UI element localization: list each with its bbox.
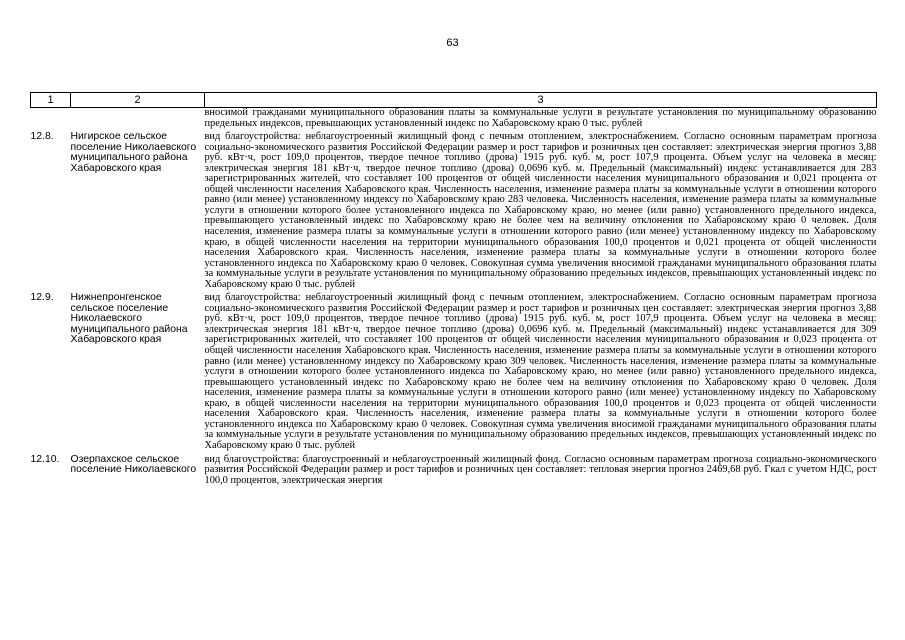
row-number: 12.10. [30, 453, 60, 465]
municipality-name: Нигирское сельское поселение Николаевского муниципального района Хабаровского края [70, 131, 197, 174]
row-description: вид благоустройства: неблагоустроенный жилищный фонд с печным отоплением, электроснабжением. Согласно основным параметрам прогноза социально-экономического развития Российской Федерации размер и рост тарифов и розничных цен составляет: электрическая энергия прогноз 3,88 руб. кВт·ч, рост 109,0 процентов, твердое печное топливо (дрова) 1915 руб. куб. м, рост 107,9 процента. Объем услуг на человека в месяц: электрическая энергия 181 кВт·ч, твердое печное топливо (дрова) 0,0696 куб. м. Предельный (максимальный) индекс устанавливается для 309 зарегистрированных жителей, что составляет 100 процентов от общей численности населения муниципального образования и 0,023 процента от общей численности населения Хабаровского края. Численность населения, изменение размера платы за коммунальные услуги в отношении которого равно (или менее) установленному индексу по Хабаровскому краю 309 человек. Численность населения, изменение размера платы за коммунальные услуги в отношении которого более установленного индекса по Хабаровскому краю, но менее (или равно) установленного предельного индекса, превышающего установленный индекс по Хабаровскому краю не более чем на величину отклонения по Хабаровскому краю 0 человек. Доля населения, изменение размера платы за коммунальные услуги в отношении которого равно (или менее) установленному индексу по Хабаровскому краю, в общей численности населения на территории муниципального образования 100,0 процентов и 0,023 процента от общей численности населения Хабаровского края. Численность населения, изменение размера платы за коммунальные услуги в отношении которого более установленного индекса по Хабаровскому краю 0 человек. Совокупная сумма увеличения вносимой гражданами муниципального образования платы за коммунальные услуги в результате установления по муниципальному образованию предельных индексов, превышающих установленный индекс по Хабаровскому краю 0 тыс. рублей [204, 292, 877, 451]
row-description: вид благоустройства: неблагоустроенный жилищный фонд с печным отоплением, электроснабжением. Согласно основным параметрам прогноза социально-экономического развития Российской Федерации размер и рост тарифов и розничных цен составляет: электрическая энергия прогноз 3,88 руб. кВт·ч, рост 109,0 процентов, твердое печное топливо (дрова) 1915 руб. куб. м, рост 107,9 процента. Объем услуг на человека в месяц: электрическая энергия 181 кВт·ч, твердое печное топливо (дрова) 0,0696 куб. м. Предельный (максимальный) индекс устанавливается для 283 зарегистрированных жителей, что составляет 100 процентов от общей численности населения муниципального образования и 0,021 процента от общей численности населения Хабаровского края. Численность населения, изменение размера платы за коммунальные услуги в отношении которого равно (или менее) установленному индексу по Хабаровскому краю 283 человека. Численность населения, изменение размера платы за коммунальные услуги в отношении которого более установленного индекса по Хабаровскому краю, но менее (или равно) установленного предельного индекса, превышающего установленный индекс по Хабаровскому краю не более чем на величину отклонения по Хабаровскому краю 0 человек. Доля населения, изменение размера платы за коммунальные услуги в отношении которого равно (или менее) установленному индексу по Хабаровскому краю, в общей численности населения на территории муниципального образования 100,0 процентов и 0,021 процента от общей численности населения Хабаровского края. Численность населения, изменение размера платы за коммунальные услуги в отношении которого более установленного индекса по Хабаровскому краю 0 человек. Совокупная сумма увеличения вносимой гражданами муниципального образования платы за коммунальные услуги в результате установления по муниципальному образованию предельных индексов, превышающих установленный индекс по Хабаровскому краю 0 тыс. рублей [204, 131, 877, 290]
page-number: 63 [446, 37, 459, 49]
tariff-table [30, 92, 877, 489]
column-header-municipality: 2 [71, 93, 205, 108]
table-row [31, 132, 877, 293]
table-row [31, 455, 877, 490]
row-number: 12.8. [30, 131, 54, 143]
table-header-row [31, 93, 877, 108]
column-header-description: 3 [205, 93, 877, 108]
column-header-number: 1 [31, 93, 71, 108]
row-description: вид благоустройства: благоустроенный и неблагоустроенный жилищный фонд. Согласно основным параметрам прогноза социально-экономического развития Российской Федерации размер и рост тарифов и розничных цен составляет: тепловая энергия прогноз 2469,68 руб. Гкал с учетом НДС, рост 100,0 процентов, электрическая энергия [204, 453, 877, 486]
row-number: 12.9. [30, 292, 54, 304]
continuation-row [31, 108, 877, 133]
table-row [31, 293, 877, 454]
municipality-name: Нижнепронгенское сельское поселение Николаевского муниципального района Хабаровского края [70, 292, 188, 346]
municipality-name: Озерпахское сельское поселение Николаевского [70, 453, 197, 476]
continuation-text: вносимой гражданами муниципального образования платы за коммунальные услуги в результате установления по муниципальному образованию предельных индексов, превышающих установленный индекс по Хабаровскому краю 0 тыс. рублей [204, 107, 877, 129]
